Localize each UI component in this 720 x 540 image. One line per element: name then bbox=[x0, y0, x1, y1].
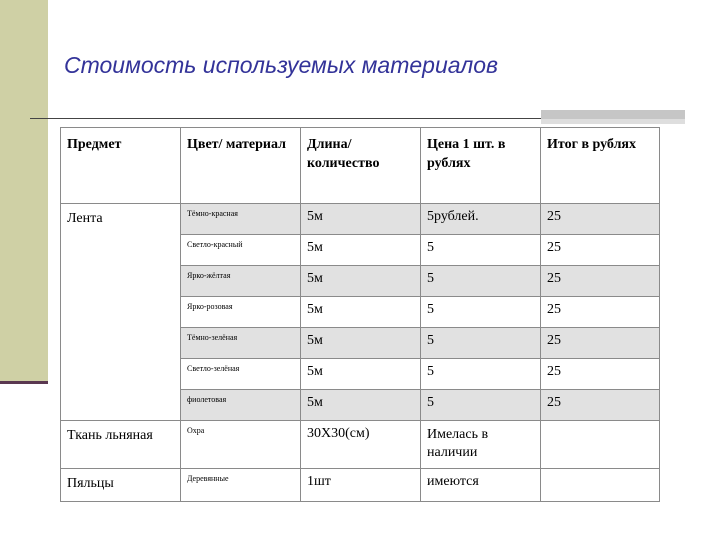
cell-color: Светло-красный bbox=[181, 235, 301, 266]
decorative-side-bar-underline bbox=[0, 381, 48, 384]
cell-item: Лента bbox=[61, 204, 181, 421]
cell-total: 25 bbox=[541, 266, 660, 297]
table-header-row bbox=[61, 128, 660, 204]
decorative-side-bar bbox=[0, 0, 48, 383]
header-color: Цвет/ материал bbox=[181, 128, 301, 204]
cell-length: 1шт bbox=[301, 469, 421, 502]
cell-color: Тёмно-красная bbox=[181, 204, 301, 235]
cell-price: имеются bbox=[421, 469, 541, 502]
cell-color: Деревянные bbox=[181, 469, 301, 502]
cell-length: 5м bbox=[301, 235, 421, 266]
table-row bbox=[61, 421, 660, 469]
cell-item: Пяльцы bbox=[61, 469, 181, 502]
title-divider-line bbox=[30, 118, 560, 119]
cell-total bbox=[541, 421, 660, 469]
cell-length: 5м bbox=[301, 359, 421, 390]
decorative-gray-bar-light bbox=[541, 119, 685, 124]
cell-color: Тёмно-зелёная bbox=[181, 328, 301, 359]
cell-length: 30Х30(см) bbox=[301, 421, 421, 469]
cell-total: 25 bbox=[541, 235, 660, 266]
table-row bbox=[61, 204, 660, 235]
cell-length: 5м bbox=[301, 390, 421, 421]
cell-color: Ярко-жёлтая bbox=[181, 266, 301, 297]
cell-price: 5 bbox=[421, 359, 541, 390]
cell-price: 5 bbox=[421, 328, 541, 359]
decorative-gray-bar bbox=[541, 110, 685, 119]
cell-total bbox=[541, 469, 660, 502]
cell-price: 5 bbox=[421, 390, 541, 421]
cell-length: 5м bbox=[301, 297, 421, 328]
cell-color: Охра bbox=[181, 421, 301, 469]
cell-total: 25 bbox=[541, 359, 660, 390]
cell-color: Светло-зелёная bbox=[181, 359, 301, 390]
cell-color: фиолетовая bbox=[181, 390, 301, 421]
cell-color: Ярко-розовая bbox=[181, 297, 301, 328]
cell-length: 5м bbox=[301, 328, 421, 359]
table-row bbox=[61, 469, 660, 502]
cell-price: 5 bbox=[421, 297, 541, 328]
cell-total: 25 bbox=[541, 204, 660, 235]
materials-cost-table bbox=[60, 127, 660, 502]
cell-item: Ткань льняная bbox=[61, 421, 181, 469]
header-item: Предмет bbox=[61, 128, 181, 204]
cell-price: Имелась в наличии bbox=[421, 421, 541, 469]
cell-price: 5 bbox=[421, 266, 541, 297]
cell-total: 25 bbox=[541, 297, 660, 328]
header-total: Итог в рублях bbox=[541, 128, 660, 204]
header-price: Цена 1 шт. в рублях bbox=[421, 128, 541, 204]
cell-total: 25 bbox=[541, 390, 660, 421]
slide-title: Стоимость используемых материалов bbox=[64, 52, 499, 78]
cell-total: 25 bbox=[541, 328, 660, 359]
cell-length: 5м bbox=[301, 266, 421, 297]
header-length: Длина/ количество bbox=[301, 128, 421, 204]
cell-price: 5 bbox=[421, 235, 541, 266]
cell-length: 5м bbox=[301, 204, 421, 235]
cell-price: 5рублей. bbox=[421, 204, 541, 235]
